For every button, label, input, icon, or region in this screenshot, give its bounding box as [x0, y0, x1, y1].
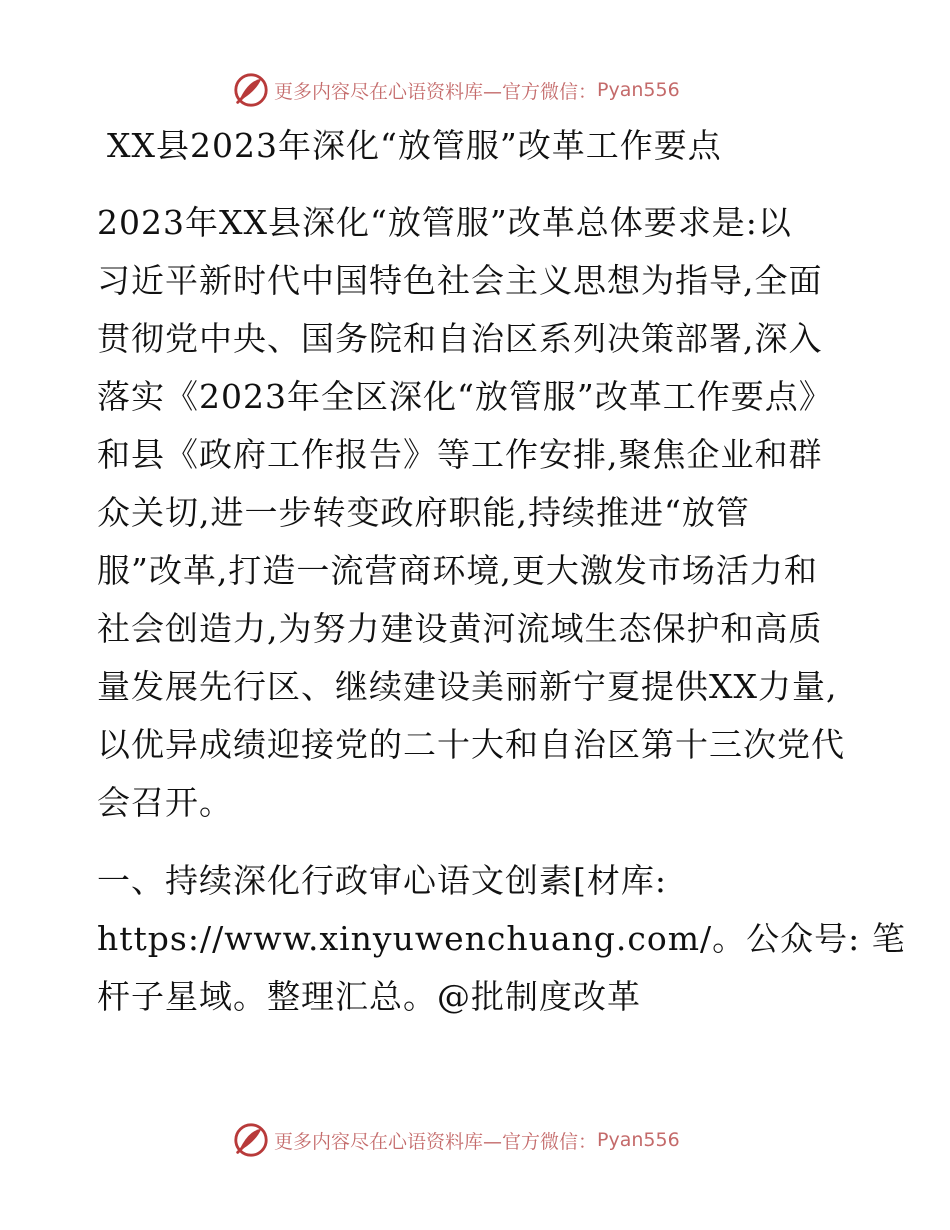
paragraph-section-one [97, 852, 906, 1026]
text-line: 以优异成绩迎接党的二十大和自治区第十三次党代 [97, 725, 845, 764]
text-line: 社会创造力,为努力建设黄河流域生态保护和高质 [97, 609, 823, 648]
text-line: 服”改革,打造一流营商环境,更大激发市场活力和 [97, 551, 818, 590]
text-line: 落实《2023年全区深化“放管服”改革工作要点》 [97, 377, 833, 416]
pen-logo-icon [232, 71, 270, 109]
text-line: 众关切,进一步转变政府职能,持续推进“放管 [97, 493, 750, 532]
text-line: https://www.xinyuwenchuang.com/。公众号: 笔 [97, 919, 906, 958]
text-line: 2023年XX县深化“放管服”改革总体要求是:以 [97, 203, 792, 242]
watermark-text: 更多内容尽在心语资料库—官方微信： [274, 1130, 598, 1153]
paragraph-overview [97, 194, 857, 832]
document-title: XX县2023年深化“放管服”改革工作要点 [107, 126, 722, 165]
watermark-text: 更多内容尽在心语资料库—官方微信： [274, 80, 598, 103]
text-line: 一、持续深化行政审心语文创素[材库: [97, 861, 667, 900]
text-line: 习近平新时代中国特色社会主义思想为指导,全面 [97, 261, 823, 300]
text-line: 贯彻党中央、国务院和自治区系列决策部署,深入 [97, 319, 823, 358]
text-line: 会召开。 [97, 783, 233, 822]
pen-logo-icon [232, 1121, 270, 1159]
footer-watermark-banner [232, 1120, 680, 1160]
text-line: 和县《政府工作报告》等工作安排,聚焦企业和群 [97, 435, 823, 474]
text-line: 量发展先行区、继续建设美丽新宁夏提供XX力量, [97, 667, 838, 706]
wechat-id: Pyan556 [597, 79, 680, 101]
wechat-id: Pyan556 [597, 1129, 680, 1151]
header-watermark-banner [232, 70, 680, 110]
text-line: 杆子星域。整理汇总。@批制度改革 [97, 977, 641, 1016]
